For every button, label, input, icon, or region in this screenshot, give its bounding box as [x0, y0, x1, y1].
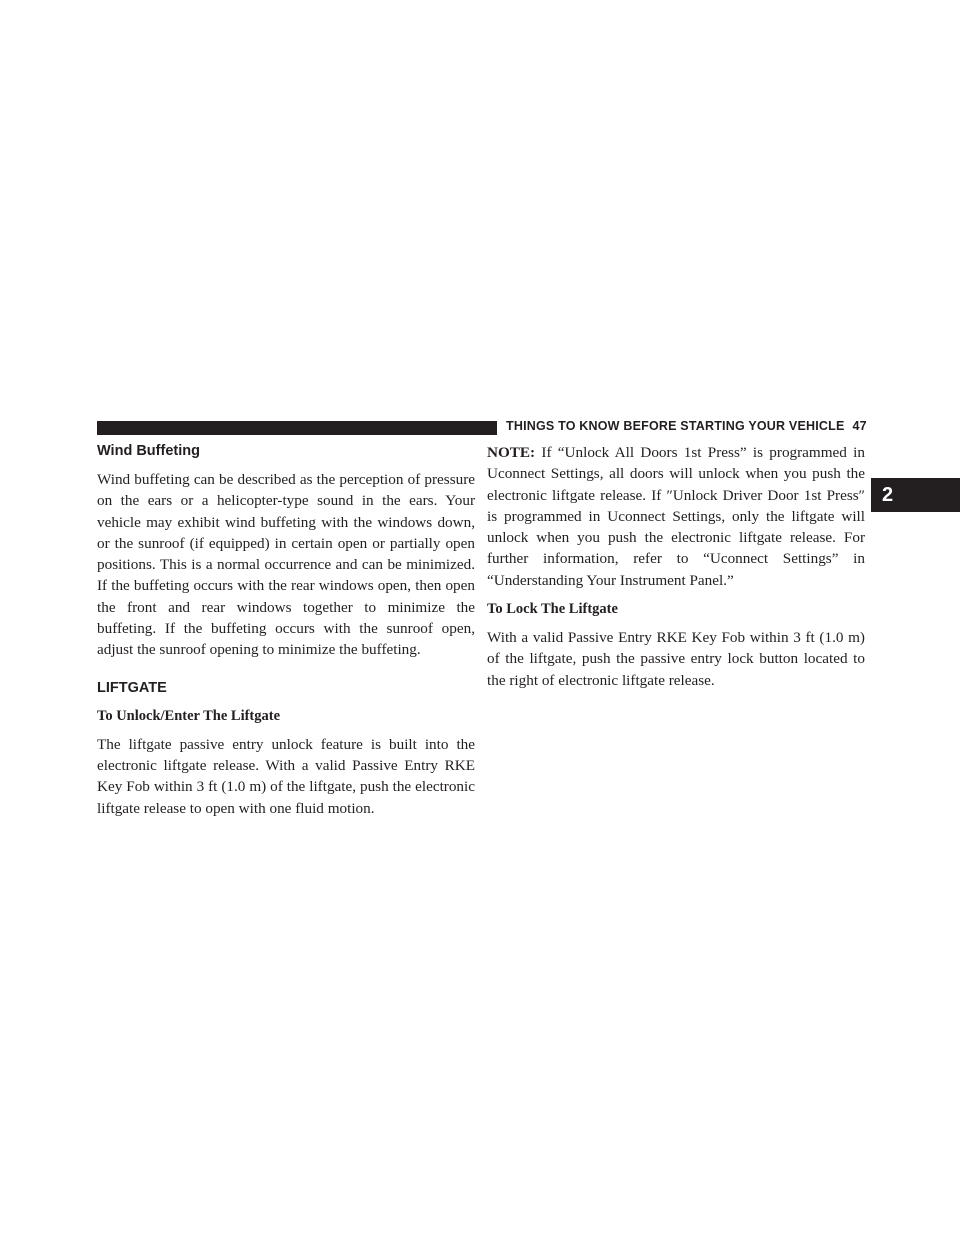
unlock-liftgate-paragraph: The liftgate passive entry unlock feature is built into the electronic liftgate release. With a valid Passive Entry RKE Key Fob within 3 ft (1.0 m) of the liftgate, push the electronic liftgate release to open with one fluid motion.	[97, 735, 475, 817]
note-label: NOTE:	[487, 444, 536, 461]
note-paragraph	[487, 442, 865, 591]
running-header	[506, 419, 867, 433]
liftgate-heading: LIFTGATE	[97, 679, 167, 696]
wind-buffeting-paragraph: Wind buffeting can be described as the perception of pressure on the ears or a helicopter-type sound in the ears. Your vehicle may exhibit wind buffeting with the windows down, or the sunroof (if equipped) in certain open or partially open positions. This is a normal occurrence and can be minimized. If the buffeting occurs with the rear windows open, then open the front and rear windows together to minimize the buffeting. If the buffeting occurs with the sunroof open, adjust the sunroof opening to minimize the buffeting.	[97, 471, 475, 659]
right-column	[487, 442, 865, 699]
unlock-liftgate-subheading: To Unlock/Enter The Liftgate	[97, 707, 281, 724]
lock-liftgate-subheading: To Lock The Liftgate	[487, 601, 618, 618]
wind-buffeting-heading: Wind Buffeting	[97, 443, 200, 459]
note-text: If “Unlock All Doors 1st Press” is programmed in Uconnect Settings, all doors will unlock when you push the electronic liftgate release. If ″Unlock Driver Door 1st Press″ is programmed in Uconnect Settings, only the liftgate will unlock when you push the electronic liftgate release. For further information, refer to “Uconnect Settings” in “Understanding Your Instrument Panel.”	[487, 444, 865, 589]
header-rule	[97, 421, 497, 435]
lock-liftgate-paragraph: With a valid Passive Entry RKE Key Fob within 3 ft (1.0 m) of the liftgate, push the passive entry lock button located to the right of electronic liftgate release.	[487, 629, 865, 689]
left-column	[97, 442, 475, 827]
chapter-tab: 2	[871, 478, 960, 512]
header-title: THINGS TO KNOW BEFORE STARTING YOUR VEHICLE	[506, 419, 845, 433]
page-number: 47	[852, 419, 867, 433]
